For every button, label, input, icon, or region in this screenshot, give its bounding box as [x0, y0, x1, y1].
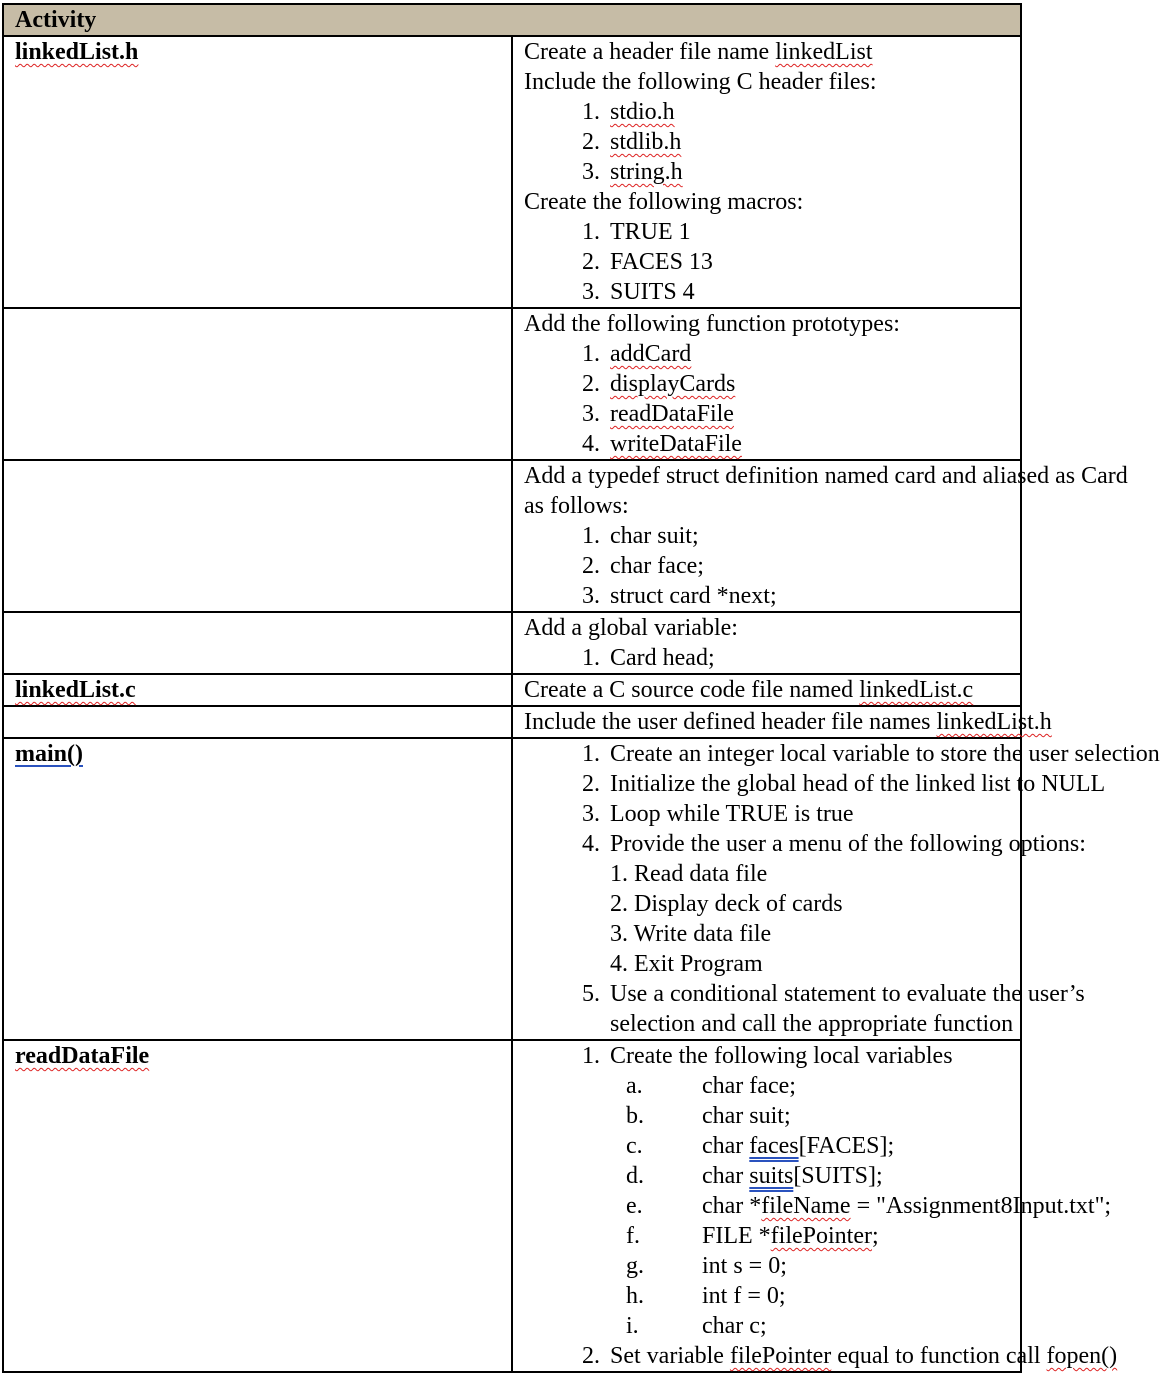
local-variable	[640, 1221, 879, 1251]
list-item	[524, 1341, 1118, 1371]
item-number: 2.	[582, 1343, 600, 1369]
step-text: Create an integer local variable to store the user selection	[610, 741, 1160, 767]
sub-list-item	[524, 1221, 1020, 1251]
text-fragment: ;	[871, 1223, 879, 1249]
item-number: 3.	[582, 583, 600, 609]
item-number: 1.	[582, 1043, 600, 1069]
table-row	[3, 36, 1021, 308]
file-name: linkedList.c	[859, 677, 974, 703]
label-cell	[3, 460, 512, 612]
variable-name: fileName	[761, 1193, 851, 1219]
list-item	[524, 399, 1020, 429]
list-item	[524, 769, 1106, 799]
list-item	[524, 1041, 1020, 1071]
step-text	[600, 1341, 1117, 1371]
variable-name: suits	[749, 1163, 794, 1189]
list-item	[524, 339, 1020, 369]
list-item	[524, 829, 1086, 859]
item-number: 1.	[582, 645, 600, 671]
item-number: 2.	[582, 553, 600, 579]
local-variable: char c;	[702, 1313, 767, 1339]
table-row	[3, 674, 1021, 706]
list-item	[524, 247, 1020, 277]
item-number: 2.	[582, 249, 600, 275]
list-item	[524, 217, 1020, 247]
sub-list-item	[524, 1191, 1112, 1221]
item-letter: c.	[626, 1133, 643, 1159]
global-variable: Card head;	[610, 645, 715, 671]
sub-list-item	[524, 1311, 1020, 1341]
item-number: 4.	[582, 831, 600, 857]
text-fragment: Create a C source code file named	[524, 677, 860, 703]
item-number: 4.	[582, 431, 600, 457]
step-text: Provide the user a menu of the following options:	[610, 831, 1086, 857]
variable-name: filePointer	[770, 1223, 872, 1249]
item-number: 2.	[582, 129, 600, 155]
item-number: 2.	[582, 771, 600, 797]
row-label-linkedlist-c: linkedList.c	[15, 677, 136, 703]
item-letter: a.	[626, 1073, 643, 1099]
row-label-main: main()	[15, 741, 83, 767]
macro: FACES 13	[610, 249, 713, 275]
local-variable	[640, 1161, 883, 1191]
label-cell	[3, 674, 512, 706]
table-row	[3, 738, 1021, 1040]
variable-name: filePointer	[729, 1343, 832, 1369]
sub-list-item	[524, 1071, 1020, 1101]
item-number: 3.	[582, 279, 600, 305]
menu-option	[524, 949, 1020, 979]
item-number: 2.	[582, 371, 600, 397]
local-variable	[640, 1191, 1111, 1221]
description-cell	[512, 738, 1160, 1040]
item-letter: f.	[626, 1223, 640, 1249]
item-number: 1.	[582, 341, 600, 367]
sub-list-item	[524, 1281, 1020, 1311]
prototype: writeDataFile	[610, 431, 742, 457]
description-cell	[512, 460, 1128, 612]
item-number: 1.	[582, 219, 600, 245]
local-variable: int f = 0;	[702, 1283, 786, 1309]
file-name: linkedList	[775, 39, 873, 65]
activity-table	[2, 3, 1160, 1373]
sub-list-item	[524, 1251, 1020, 1281]
text-fragment: Set variable	[610, 1343, 730, 1369]
text-fragment: Create a header file name	[524, 39, 776, 65]
global-variable-line: Add a global variable:	[524, 615, 738, 641]
create-source-line	[524, 675, 1020, 705]
sub-list-item	[524, 1161, 1020, 1191]
local-variable: char suit;	[702, 1103, 791, 1129]
include-user-header-line	[524, 707, 1052, 737]
description-cell	[512, 308, 1021, 460]
header-file: string.h	[610, 159, 683, 185]
item-letter: d.	[626, 1163, 644, 1189]
sub-list-item	[524, 1131, 1020, 1161]
step-text: Loop while TRUE is true	[610, 801, 854, 827]
item-letter: g.	[626, 1253, 644, 1279]
local-variable	[640, 1131, 894, 1161]
text-fragment: char *	[702, 1193, 762, 1219]
text-fragment: char	[702, 1133, 750, 1159]
text-fragment: Include the user defined header file names	[524, 709, 937, 735]
create-header-line	[524, 37, 1020, 67]
menu-option-text: 1. Read data file	[610, 861, 768, 887]
table-header-row	[3, 4, 1021, 36]
variable-name: faces	[749, 1133, 799, 1159]
item-number: 3.	[582, 801, 600, 827]
list-item	[524, 979, 1085, 1009]
list-item	[524, 369, 1020, 399]
label-cell	[3, 738, 512, 1040]
local-variable: int s = 0;	[702, 1253, 787, 1279]
item-number: 5.	[582, 981, 600, 1007]
step-continuation	[524, 1009, 1020, 1039]
menu-option	[524, 919, 1020, 949]
prototypes-line: Add the following function prototypes:	[524, 311, 900, 337]
prototype: displayCards	[610, 371, 736, 397]
description-cell	[512, 706, 1052, 738]
list-item	[524, 429, 1020, 459]
item-number: 1.	[582, 523, 600, 549]
item-number: 1.	[582, 99, 600, 125]
label-cell	[3, 612, 512, 674]
function-name: fopen()	[1046, 1343, 1118, 1369]
prototype: addCard	[610, 341, 692, 367]
list-item	[524, 581, 1020, 611]
list-item	[524, 521, 1020, 551]
item-number: 3.	[582, 401, 600, 427]
text-fragment: [SUITS];	[793, 1163, 883, 1189]
menu-option-text: 4. Exit Program	[610, 951, 763, 977]
text-fragment: = "Assignment8Input.txt";	[850, 1193, 1112, 1219]
create-macros-line: Create the following macros:	[524, 189, 804, 215]
table-row	[3, 1040, 1021, 1372]
list-item	[524, 643, 1020, 673]
item-number: 3.	[582, 159, 600, 185]
list-item	[524, 799, 1020, 829]
table-row	[3, 706, 1021, 738]
text-fragment: equal to function call	[831, 1343, 1047, 1369]
row-label-readdatafile: readDataFile	[15, 1043, 150, 1069]
prototype: readDataFile	[610, 401, 734, 427]
header-file: stdio.h	[610, 99, 675, 125]
step-text: selection and call the appropriate function	[610, 1011, 1014, 1037]
list-item	[524, 97, 1020, 127]
macro: TRUE 1	[610, 219, 691, 245]
menu-option	[524, 859, 1020, 889]
row-label-linkedlist-h: linkedList.h	[15, 39, 139, 65]
label-cell	[3, 36, 512, 308]
menu-option-text: 2. Display deck of cards	[610, 891, 843, 917]
description-cell	[512, 36, 1021, 308]
item-letter: b.	[626, 1103, 644, 1129]
table-row	[3, 308, 1021, 460]
table-row	[3, 460, 1021, 612]
file-name: linkedList.h	[936, 709, 1052, 735]
item-letter: h.	[626, 1283, 644, 1309]
description-cell	[512, 612, 1021, 674]
header-cell	[3, 4, 1021, 36]
struct-member: struct card *next;	[610, 583, 777, 609]
struct-member: char suit;	[610, 523, 699, 549]
label-cell	[3, 1040, 512, 1372]
text-fragment: [FACES];	[798, 1133, 895, 1159]
list-item	[524, 157, 1020, 187]
text-fragment: FILE *	[702, 1223, 771, 1249]
description-cell	[512, 674, 1021, 706]
menu-option-text: 3. Write data file	[610, 921, 772, 947]
description-cell	[512, 1040, 1118, 1372]
item-number: 1.	[582, 741, 600, 767]
typedef-line: Add a typedef struct definition named card and aliased as Card	[524, 463, 1128, 489]
label-cell	[3, 706, 512, 738]
list-item	[524, 551, 1020, 581]
sub-list-item	[524, 1101, 1020, 1131]
item-letter: i.	[626, 1313, 639, 1339]
text-fragment: char	[702, 1163, 750, 1189]
macro: SUITS 4	[610, 279, 695, 305]
struct-member: char face;	[610, 553, 704, 579]
header-file: stdlib.h	[610, 129, 682, 155]
local-variable: char face;	[702, 1073, 796, 1099]
typedef-line-cont: as follows:	[524, 493, 629, 519]
step-text: Use a conditional statement to evaluate the user’s	[610, 981, 1085, 1007]
item-letter: e.	[626, 1193, 643, 1219]
list-item	[524, 127, 1020, 157]
step-text: Initialize the global head of the linked list to NULL	[610, 771, 1106, 797]
include-headers-line: Include the following C header files:	[524, 69, 877, 95]
label-cell	[3, 308, 512, 460]
menu-option	[524, 889, 1020, 919]
list-item	[524, 277, 1020, 307]
list-item	[524, 739, 1160, 769]
header-title: Activity	[15, 7, 97, 33]
step-text: Create the following local variables	[610, 1043, 953, 1069]
table-row	[3, 612, 1021, 674]
